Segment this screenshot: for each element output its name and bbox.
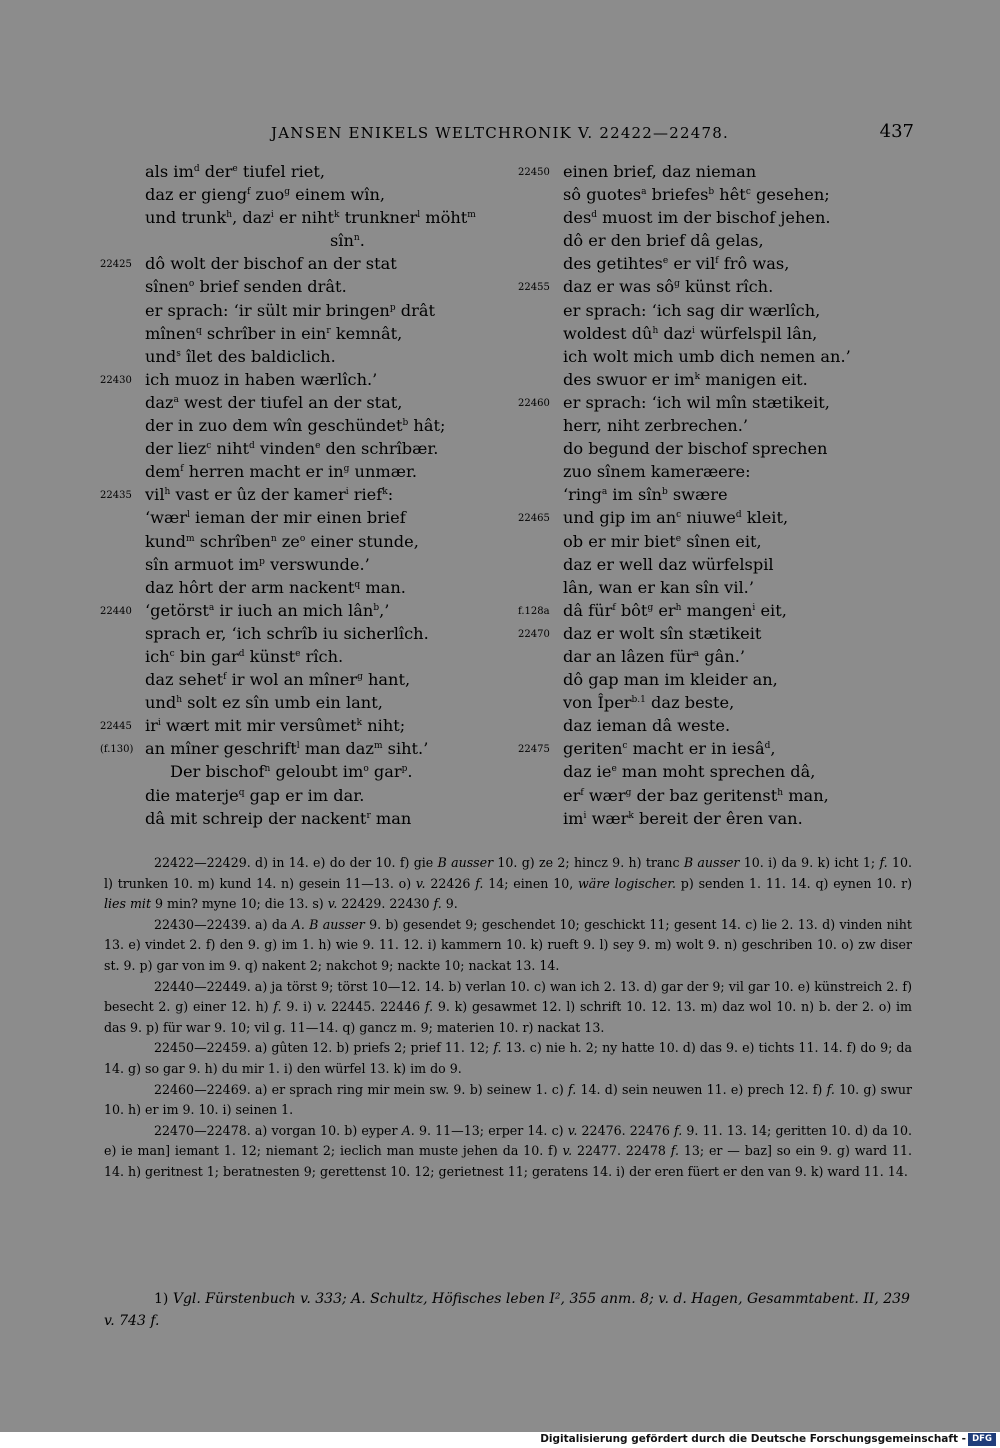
verse-line xyxy=(518,460,938,483)
verse-text: der in zuo dem wîn geschündet$^b$ hât; xyxy=(145,416,446,436)
line-number: 22445 xyxy=(100,721,132,733)
verse-text: sîn armuot $im^p$ verswunde.’ xyxy=(145,554,370,574)
verse-text: und$^s$ îlet des baldiclich. xyxy=(145,346,336,366)
verse-text: ich muoz in haben wærlîch.’ xyxy=(145,369,378,389)
verse-text: als $im^d$ der$^e$ tiufel riet, xyxy=(145,162,326,181)
verse-text: daz er was $sô^g$ künst rîch. xyxy=(563,277,774,297)
verse-line xyxy=(518,437,938,460)
verse-text: dar an lâzen für$^a$ gân.’ xyxy=(563,646,746,666)
verse-text: des swuor er $im^k$ manigen eit. xyxy=(563,369,808,389)
verse-line xyxy=(100,645,520,668)
verse-text: woldest $dû^h$ daz$^i$ würfelspil lân, xyxy=(563,323,818,343)
verse-text: dô er den brief dâ gelas, xyxy=(563,231,764,251)
verse-line xyxy=(100,784,520,807)
verse-text: kund$^m$ schrîben$^n$ $ze^o$ einer stunde, xyxy=(145,531,419,551)
verse-text: daz sehet$^f$ ir wol an mîner$^g$ hant, xyxy=(145,670,411,690)
verse-line xyxy=(100,506,520,529)
footnote-text: Vgl. Fürstenbuch v. 333; A. Schultz, Höfisches leben I², 355 anm. 8; v. d. Hagen, Gesammtabent. II, 239 v. 743 f. xyxy=(104,1291,910,1329)
verse-text: ob er mir biet$^e$ sînen eit, xyxy=(563,531,762,551)
verse-line xyxy=(100,460,520,483)
critical-apparatus xyxy=(104,853,912,1183)
verse-line xyxy=(100,252,520,275)
verse-text: lân, wan er kan sîn vil.’ xyxy=(563,577,754,597)
verse-text: do begund der bischof sprechen xyxy=(563,439,828,459)
verse-line xyxy=(100,483,520,506)
line-number: 22470 xyxy=(518,628,550,640)
line-number: 22450 xyxy=(518,167,550,178)
verse-text: daz er wolt sîn stætikeit xyxy=(563,623,762,643)
verse-text: $im^i$ wær$^k$ bereit der êren van. xyxy=(563,808,803,828)
verse-line xyxy=(100,622,520,645)
verse-line xyxy=(100,530,520,553)
line-number: 22460 xyxy=(518,397,550,409)
line-number: (f.130) xyxy=(100,744,134,756)
verse-line xyxy=(100,807,520,830)
verse-line xyxy=(100,599,520,622)
verse-line xyxy=(100,275,520,298)
verse-line xyxy=(518,483,938,506)
page-header xyxy=(0,121,1000,145)
verse-text: daz ieman dâ weste. xyxy=(563,716,731,736)
verse-line xyxy=(518,160,938,183)
verse-line xyxy=(100,437,520,460)
verse-line xyxy=(518,414,938,437)
line-number: 22440 xyxy=(100,605,132,617)
line-number: 22425 xyxy=(100,259,132,271)
verse-text: des getihtes$^e$ er vil$^f$ frô was, xyxy=(563,254,790,274)
verse-text: dô gap man im kleider an, xyxy=(563,670,778,690)
verse-column-right xyxy=(518,160,938,830)
verse-line xyxy=(518,553,938,576)
apparatus-block: 22450—22459. a) gûten 12. b) priefs 2; prief 11. 12; f. 13. c) nie h. 2; ny hatte 10. d) das 9. e) tichts 11. 14. f) do 9; da 14. g) so gar 9. h) du mir 1. i) den würfel 13. k) im do 9. xyxy=(104,1040,912,1076)
running-title: JANSEN ENIKELS WELTCHRONIK V. 22422—22478. xyxy=(271,124,729,142)
verse-text: er sprach: ‘ich sag dir wærlîch, xyxy=(563,300,821,320)
verse-line xyxy=(518,506,938,529)
verse-text: der liez$^c$ niht$^d$ vinden$^e$ den schrîbær. xyxy=(145,439,439,459)
verse-line xyxy=(100,760,520,783)
verse-text: er sprach: ‘ir sült mir bringen$^p$ drât xyxy=(145,300,436,320)
verse-text: sô guotes$^a$ briefes$^b$ hêt$^c$ gesehen; xyxy=(563,185,830,205)
verse-text: von Îper$^{b.1}$ daz beste, xyxy=(563,693,735,713)
verse-line xyxy=(100,229,520,252)
verse-text: an mîner geschrift$^l$ man daz$^m$ siht.’ xyxy=(145,739,429,759)
verse-text: Der bischof$^n$ geloubt $im^o$ gar$^p$. xyxy=(170,762,413,782)
verse-line xyxy=(518,645,938,668)
verse-line xyxy=(518,252,938,275)
verse-line xyxy=(100,322,520,345)
apparatus-block: 22440—22449. a) ja törst 9; törst 10—12. 14. b) verlan 10. c) wan ich 2. 13. d) gar der 9; vil gar 10. e) künstreich 2. f) besecht 2. g) einer 12. h) f. 9. i) v. 22445. 22446 f. 9. k) gesawmet 12. l) schrift 10. 12. 13. m) daz wol 10. n) b. der 2. o) im das 9. p) für war 9. 10; vil g. 11—14. q) gancz m. 9; materien 10. r) nackat 13. xyxy=(104,978,912,1035)
verse-line xyxy=(518,737,938,760)
verse-text: ‘ring$^a$ im sîn$^b$ swære xyxy=(563,485,728,505)
verse-line xyxy=(518,714,938,737)
verse-line xyxy=(518,391,938,414)
line-number: 22430 xyxy=(100,374,132,386)
verse-text: ‘wær$^l$ ieman der mir einen brief xyxy=(145,508,406,528)
line-number: 22475 xyxy=(518,744,550,756)
verse-line xyxy=(100,368,520,391)
verse-line xyxy=(518,345,938,368)
apparatus-block: 22422—22429. d) in 14. e) do der 10. f) gie B ausser 10. g) ze 2; hincz 9. h) tranc B ausser 10. i) da 9. k) icht 1; f. 10. l) trunken 10. m) kund 14. n) gesein 11—13. o) v. 22426 f. 14; einen 10, wäre logischer. p) senden 1. 11. 14. q) eynen 10. r) lies mit 9 min? myne 10; die 13. s) v. 22429. 22430 f. 9. xyxy=(104,855,913,912)
verse-line xyxy=(100,183,520,206)
verse-text: ‘getörst$^a$ ir iuch an mich lân$^b$,’ xyxy=(145,600,390,620)
verse-text: er sprach: ‘ich wil mîn stætikeit, xyxy=(563,392,830,412)
verse-text: sprach er, ‘ich schrîb iu sicherlîch. xyxy=(145,623,429,643)
verse-line xyxy=(100,206,520,229)
verse-text: $ir^i$ wært mit mir versûmet$^k$ niht; xyxy=(145,716,406,736)
verse-text: daz hôrt der arm nackent$^q$ man. xyxy=(145,577,406,597)
verse-text: zuo sînem kameræere: xyxy=(563,462,751,482)
verse-line xyxy=(100,576,520,599)
dfg-logo-icon: DFG xyxy=(968,1433,996,1446)
verse-text: dem$^f$ herren macht er $in^g$ unmær. xyxy=(145,462,418,482)
verse-line xyxy=(100,714,520,737)
footnote xyxy=(104,1288,924,1332)
dfg-banner xyxy=(0,1432,1000,1448)
verse-text: ich wolt mich umb dich nemen an.’ xyxy=(563,346,851,366)
verse-line xyxy=(100,737,520,760)
verse-line xyxy=(518,760,938,783)
verse-text: des$^d$ muost im der bischof jehen. xyxy=(563,208,831,228)
verse-text: geriten$^c$ macht er in iesâ$^d$, xyxy=(563,739,776,759)
verse-text: einen brief, daz nieman xyxy=(563,162,757,181)
verse-line xyxy=(518,784,938,807)
verse-line xyxy=(518,668,938,691)
verse-line xyxy=(518,807,938,830)
verse-line xyxy=(518,206,938,229)
verse-text: $er^f$ wær$^g$ der baz geritenst$^h$ man, xyxy=(563,785,829,805)
verse-line xyxy=(518,599,938,622)
verse-text: sîn$^n$. xyxy=(330,231,365,251)
page-number: 437 xyxy=(879,121,914,142)
verse-line xyxy=(518,530,938,553)
verse-text: dâ für$^f$ bôt$^g$ $er^h$ mangen$^i$ eit, xyxy=(563,600,787,620)
verse-text: herr, niht zerbrechen.’ xyxy=(563,416,748,436)
apparatus-block: 22460—22469. a) er sprach ring mir mein sw. 9. b) seinew 1. c) f. 14. d) sein neuwen 11. e) prech 12. f) f. 10. g) swur 10. h) er im 9. 10. i) seinen 1. xyxy=(104,1081,912,1118)
line-number: 22465 xyxy=(518,513,550,525)
verse-line xyxy=(100,391,520,414)
verse-text: die materje$^q$ gap er im dar. xyxy=(145,785,365,805)
verse-line xyxy=(518,299,938,322)
verse-line xyxy=(518,691,938,714)
verse-line xyxy=(518,275,938,298)
verse-text: ich$^c$ bin gar$^d$ künst$^e$ rîch. xyxy=(145,646,344,666)
verse-text: daz er well daz würfelspil xyxy=(563,554,774,574)
verse-text: mînen$^q$ schrîber in ein$^r$ kemnât, xyxy=(145,323,403,343)
line-number: 22455 xyxy=(518,282,550,294)
verse-line xyxy=(518,322,938,345)
verse-column-left xyxy=(100,160,520,830)
verse-text: daz er gieng$^f$ zuo$^g$ einem wîn, xyxy=(145,185,386,205)
verse-line xyxy=(100,668,520,691)
verse-text: und trunk$^h$, daz$^i$ er niht$^k$ trunkner$^l$ möht$^m$ xyxy=(145,208,476,228)
verse-text: dô wolt der bischof an der stat xyxy=(145,254,397,274)
verse-text: sînen$^o$ brief senden drât. xyxy=(145,277,347,297)
apparatus-block: 22430—22439. a) da A. B ausser 9. b) gesendet 9; geschendet 10; geschickt 11; gesent 14. c) lie 2. 13. d) vinden niht 13. e) vindet 2. f) den 9. g) im 1. h) wie 9. 11. 12. i) kammern 10. k) rueft 9. l) sey 9. m) wolt 9. n) geschriben 10. o) zw diser st. 9. p) gar von im 9. q) nakent 2; nakchot 9; nackte 10; nackat 13. 14. xyxy=(104,916,912,973)
verse-text: daz $ie^e$ man moht sprechen dâ, xyxy=(563,762,816,782)
verse-text: dâ mit schreip der nackent$^r$ man xyxy=(145,808,412,828)
verse-line xyxy=(100,345,520,368)
verse-line xyxy=(518,622,938,645)
line-number: 22435 xyxy=(100,490,132,502)
verse-line xyxy=(100,553,520,576)
verse-line xyxy=(100,691,520,714)
verse-text: und$^h$ solt ez sîn umb ein lant, xyxy=(145,693,383,713)
verse-text: daz$^a$ west der tiufel an der stat, xyxy=(145,392,403,412)
verse-line xyxy=(100,414,520,437)
verse-line xyxy=(100,160,520,183)
verse-text: vil$^h$ vast er ûz der kamer$^i$ rief$^k$: xyxy=(145,485,394,505)
verse-line xyxy=(518,368,938,391)
verse-line xyxy=(100,299,520,322)
verse-line xyxy=(518,183,938,206)
verse-line xyxy=(518,576,938,599)
footnote-marker: 1) xyxy=(154,1291,169,1307)
verse-text: und gip im $an^c$ niuwe$^d$ kleit, xyxy=(563,508,789,528)
line-number: f.128a xyxy=(518,605,550,617)
dfg-banner-text: Digitalisierung gefördert durch die Deutsche Forschungsgemeinschaft - xyxy=(540,1433,966,1445)
verse-line xyxy=(518,229,938,252)
apparatus-block: 22470—22478. a) vorgan 10. b) eyper A. 9. 11—13; erper 14. c) v. 22476. 22476 f. 9. 11. 13. 14; geritten 10. d) da 10. e) ie man] iemant 1. 12; niemant 2; ieclich man muste jehen da 10. f) v. 22477. 22478 f. 13; er — baz] so ein 9. g) ward 11. 14. h) geritnest 1; beratnesten 9; gerettenst 10. 12; gerietnest 11; geratens 14. i) der eren füert er den van 9. k) ward 11. 14. xyxy=(104,1122,912,1179)
